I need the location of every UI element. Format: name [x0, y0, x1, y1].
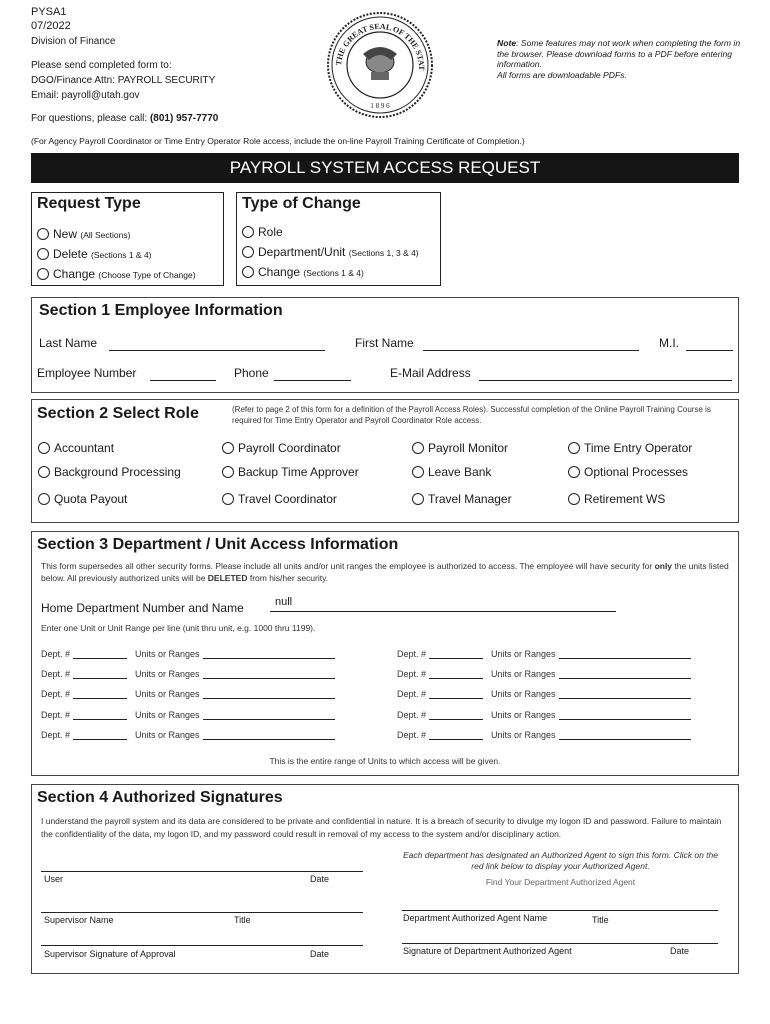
units-label: Units or Ranges	[491, 710, 556, 720]
dept-unit-row	[41, 668, 335, 679]
mi-label: M.I.	[659, 336, 679, 350]
role-label: Accountant	[54, 441, 115, 455]
radio-icon[interactable]	[222, 442, 234, 454]
section-1-title: Section 1 Employee Information	[39, 302, 283, 319]
units-range-field[interactable]	[203, 668, 335, 679]
role-option[interactable]	[222, 465, 359, 479]
radio-icon[interactable]	[37, 228, 49, 240]
dept-label: Dept. #	[397, 730, 427, 740]
dept-unit-row	[41, 729, 335, 740]
last-name-label: Last Name	[39, 336, 98, 350]
dept-number-field[interactable]	[429, 709, 483, 720]
role-option[interactable]	[38, 465, 181, 479]
role-option[interactable]	[412, 441, 508, 455]
dept-number-field[interactable]	[429, 729, 483, 740]
role-option[interactable]	[222, 492, 337, 506]
radio-icon[interactable]	[242, 266, 254, 278]
employee-number-label: Employee Number	[37, 366, 137, 380]
last-name-field[interactable]	[109, 338, 325, 351]
unit-entry-note: Enter one Unit or Unit Range per line (unit thru unit, e.g. 1000 thru 1199).	[41, 623, 316, 633]
role-option[interactable]	[412, 465, 491, 479]
questions-line	[31, 113, 218, 125]
units-label: Units or Ranges	[491, 689, 556, 699]
radio-icon[interactable]	[412, 442, 424, 454]
option-label: Change	[53, 267, 96, 281]
dept-label: Dept. #	[397, 669, 427, 679]
note-text-2: All forms are downloadable PDFs.	[497, 69, 627, 80]
send-to-text: Please send completed form to:	[31, 60, 172, 71]
role-option[interactable]	[568, 465, 688, 479]
radio-icon[interactable]	[38, 442, 50, 454]
radio-icon[interactable]	[37, 248, 49, 260]
dept-unit-row	[397, 668, 691, 679]
form-id: PYSA1	[31, 6, 67, 18]
questions-text: For questions, please call:	[31, 113, 148, 124]
type-of-change-title: Type of Change	[242, 195, 361, 212]
dept-label: Dept. #	[41, 649, 71, 659]
units-range-field[interactable]	[559, 729, 691, 740]
role-label: Payroll Monitor	[428, 441, 509, 455]
option-note: (Sections 1, 3 & 4)	[348, 248, 419, 258]
option-label: New	[53, 227, 78, 241]
option-note: (Choose Type of Change)	[98, 270, 196, 280]
dept-number-field[interactable]	[429, 648, 483, 659]
request-type-box	[31, 192, 224, 286]
radio-icon[interactable]	[37, 268, 49, 280]
request-type-title: Request Type	[37, 195, 141, 212]
dept-unit-row	[397, 688, 691, 699]
role-label: Travel Manager	[428, 492, 512, 506]
role-option[interactable]	[38, 492, 127, 506]
radio-icon[interactable]	[412, 466, 424, 478]
state-seal-icon	[325, 10, 435, 120]
radio-icon[interactable]	[568, 493, 580, 505]
agent-title-label: Title	[592, 915, 609, 925]
dept-label: Dept. #	[397, 710, 427, 720]
radio-icon[interactable]	[222, 493, 234, 505]
dept-unit-row	[41, 709, 335, 720]
description-text: the units listed below. All previously authorized units will be	[41, 561, 729, 583]
dept-unit-row	[397, 648, 691, 659]
section-2-title: Section 2 Select Role	[37, 405, 199, 422]
supervisor-name-label: Supervisor Name	[44, 915, 114, 925]
division-name: Division of Finance	[31, 36, 116, 47]
units-label: Units or Ranges	[491, 669, 556, 679]
role-label: Optional Processes	[584, 465, 689, 479]
section-1-box	[31, 297, 739, 393]
role-option[interactable]	[568, 492, 665, 506]
supervisor-title-label: Title	[234, 915, 251, 925]
mi-field[interactable]	[686, 338, 733, 351]
units-range-field[interactable]	[559, 668, 691, 679]
change-department-option[interactable]	[242, 245, 419, 259]
first-name-label: First Name	[355, 336, 414, 350]
radio-icon[interactable]	[222, 466, 234, 478]
units-range-field[interactable]	[203, 709, 335, 720]
option-note: (Sections 1 & 4)	[303, 268, 364, 278]
supervisor-signature-label: Supervisor Signature of Approval	[44, 949, 176, 959]
radio-icon[interactable]	[242, 246, 254, 258]
role-label: Travel Coordinator	[238, 492, 337, 506]
units-label: Units or Ranges	[135, 730, 200, 740]
request-new-option[interactable]	[37, 227, 130, 241]
units-range-field[interactable]	[203, 688, 335, 699]
svg-text:THE GREAT SEAL OF THE STATE OF: THE GREAT SEAL OF THE STAT	[334, 21, 427, 71]
description-text: This form supersedes all other security forms. Please include all units and/or unit ranges the employee is authorized to access. The employee will have security for	[41, 561, 655, 571]
contact-email: Email: payroll@utah.gov	[31, 90, 140, 101]
find-agent-link[interactable]: Find Your Department Authorized Agent	[485, 877, 636, 887]
dept-unit-row	[397, 709, 691, 720]
units-range-field[interactable]	[559, 709, 691, 720]
employee-number-field[interactable]	[150, 368, 216, 381]
supervisor-date-label: Date	[310, 949, 330, 959]
email-field[interactable]	[479, 368, 732, 381]
home-dept-label: Home Department Number and Name	[41, 601, 244, 615]
home-dept-field[interactable]: null	[270, 596, 616, 612]
role-option[interactable]	[568, 441, 692, 455]
agent-note: Each department has designated an Authorized Agent to sign this form. Click on the red link below to display your Authorized Agent.	[403, 850, 718, 871]
dept-unit-row	[397, 729, 691, 740]
email-label: E-Mail Address	[390, 366, 471, 380]
dept-unit-row	[41, 648, 335, 659]
description-emphasis-only: only	[654, 561, 673, 571]
first-name-field[interactable]	[423, 338, 639, 351]
agent-date-label: Date	[670, 946, 690, 956]
agent-name-line[interactable]	[402, 910, 718, 911]
dept-number-field[interactable]	[73, 729, 127, 740]
option-label: Role	[258, 225, 283, 239]
contact-phone: (801) 957-7770	[149, 113, 219, 124]
agent-name-label: Department Authorized Agent Name	[403, 913, 548, 923]
section-3-description	[41, 560, 731, 584]
coordinator-note: (For Agency Payroll Coordinator or Time Entry Operator Role access, include the on-line Payroll Training Certificate of Completion.)	[31, 136, 525, 146]
units-label: Units or Ranges	[135, 669, 200, 679]
dept-label: Dept. #	[397, 649, 427, 659]
role-label: Payroll Coordinator	[238, 441, 341, 455]
dept-number-field[interactable]	[73, 688, 127, 699]
svg-text:1 8 9 6: 1 8 9 6	[370, 102, 390, 110]
user-label: User	[44, 874, 64, 884]
option-note: (Sections 1 & 4)	[91, 250, 152, 260]
dept-number-field[interactable]	[73, 668, 127, 679]
type-of-change-box	[236, 192, 441, 286]
dept-label: Dept. #	[41, 669, 71, 679]
radio-icon[interactable]	[412, 493, 424, 505]
radio-icon[interactable]	[568, 466, 580, 478]
browser-note	[497, 38, 742, 80]
radio-icon[interactable]	[242, 226, 254, 238]
units-label: Units or Ranges	[135, 649, 200, 659]
role-option[interactable]	[38, 441, 114, 455]
dept-number-field[interactable]	[73, 648, 127, 659]
dept-label: Dept. #	[41, 710, 71, 720]
form-date: 07/2022	[31, 20, 71, 32]
option-label: Change	[258, 265, 301, 279]
radio-icon[interactable]	[38, 466, 50, 478]
change-role-option[interactable]	[242, 225, 283, 239]
role-label: Retirement WS	[584, 492, 666, 506]
phone-label: Phone	[234, 366, 269, 380]
option-note: (All Sections)	[80, 230, 131, 240]
option-label: Department/Unit	[258, 245, 346, 259]
request-delete-option[interactable]	[37, 247, 152, 261]
role-option[interactable]	[412, 492, 512, 506]
supervisor-name-line[interactable]	[41, 912, 363, 913]
dept-number-field[interactable]	[429, 688, 483, 699]
description-text: from his/her security.	[247, 573, 329, 583]
units-label: Units or Ranges	[135, 689, 200, 699]
units-range-field[interactable]	[203, 729, 335, 740]
dept-label: Dept. #	[41, 730, 71, 740]
units-label: Units or Ranges	[491, 649, 556, 659]
user-date-label: Date	[310, 874, 330, 884]
dept-label: Dept. #	[41, 689, 71, 699]
role-option[interactable]	[222, 441, 341, 455]
section-4-title: Section 4 Authorized Signatures	[37, 789, 283, 806]
agent-signature-label: Signature of Department Authorized Agent	[403, 946, 572, 956]
phone-field[interactable]	[274, 368, 351, 381]
units-range-field[interactable]	[203, 648, 335, 659]
note-text: : Some features may not work when completing the form in the browser. Please download forms to a PDF before entering information.	[497, 38, 741, 69]
role-label: Background Processing	[54, 465, 181, 479]
dept-label: Dept. #	[397, 689, 427, 699]
role-label: Leave Bank	[428, 465, 492, 479]
option-label: Delete	[53, 247, 88, 261]
role-label: Backup Time Approver	[238, 465, 359, 479]
unit-range-footer: This is the entire range of Units to which access will be given.	[269, 756, 501, 766]
security-statement: I understand the payroll system and its data are considered to be private and confidential in nature. It is a breach of security to divulge my logon ID and password. Failure to maintain the confidentiality of the data, my logon ID, and my password could result in removal of my access to the system and/or disciplinary action.	[41, 816, 722, 839]
description-emphasis-deleted: DELETED	[207, 573, 248, 583]
section-3-title: Section 3 Department / Unit Access Information	[37, 536, 399, 553]
units-range-field[interactable]	[559, 688, 691, 699]
agent-signature-line[interactable]	[402, 943, 718, 944]
dept-unit-row	[41, 688, 335, 699]
user-signature-line[interactable]	[41, 871, 363, 872]
mailing-address: DGO/Finance Attn: PAYROLL SECURITY	[31, 75, 216, 86]
section-4-box	[31, 784, 739, 974]
dept-number-field[interactable]	[73, 709, 127, 720]
role-label: Time Entry Operator	[584, 441, 693, 455]
supervisor-signature-line[interactable]	[41, 945, 363, 946]
dept-number-field[interactable]	[429, 668, 483, 679]
radio-icon[interactable]	[568, 442, 580, 454]
units-range-field[interactable]	[559, 648, 691, 659]
note-label: Note	[497, 38, 517, 48]
page-title: PAYROLL SYSTEM ACCESS REQUEST	[31, 153, 739, 183]
units-label: Units or Ranges	[491, 730, 556, 740]
request-change-option[interactable]	[37, 267, 196, 281]
units-label: Units or Ranges	[135, 710, 200, 720]
radio-icon[interactable]	[38, 493, 50, 505]
role-label: Quota Payout	[54, 492, 128, 506]
change-change-option[interactable]	[242, 265, 364, 279]
section-2-note: (Refer to page 2 of this form for a definition of the Payroll Access Roles). Successful completion of the Online Payroll Training Course is required for Time Entry Operator and Payroll Coordinator Role access.	[232, 405, 711, 425]
